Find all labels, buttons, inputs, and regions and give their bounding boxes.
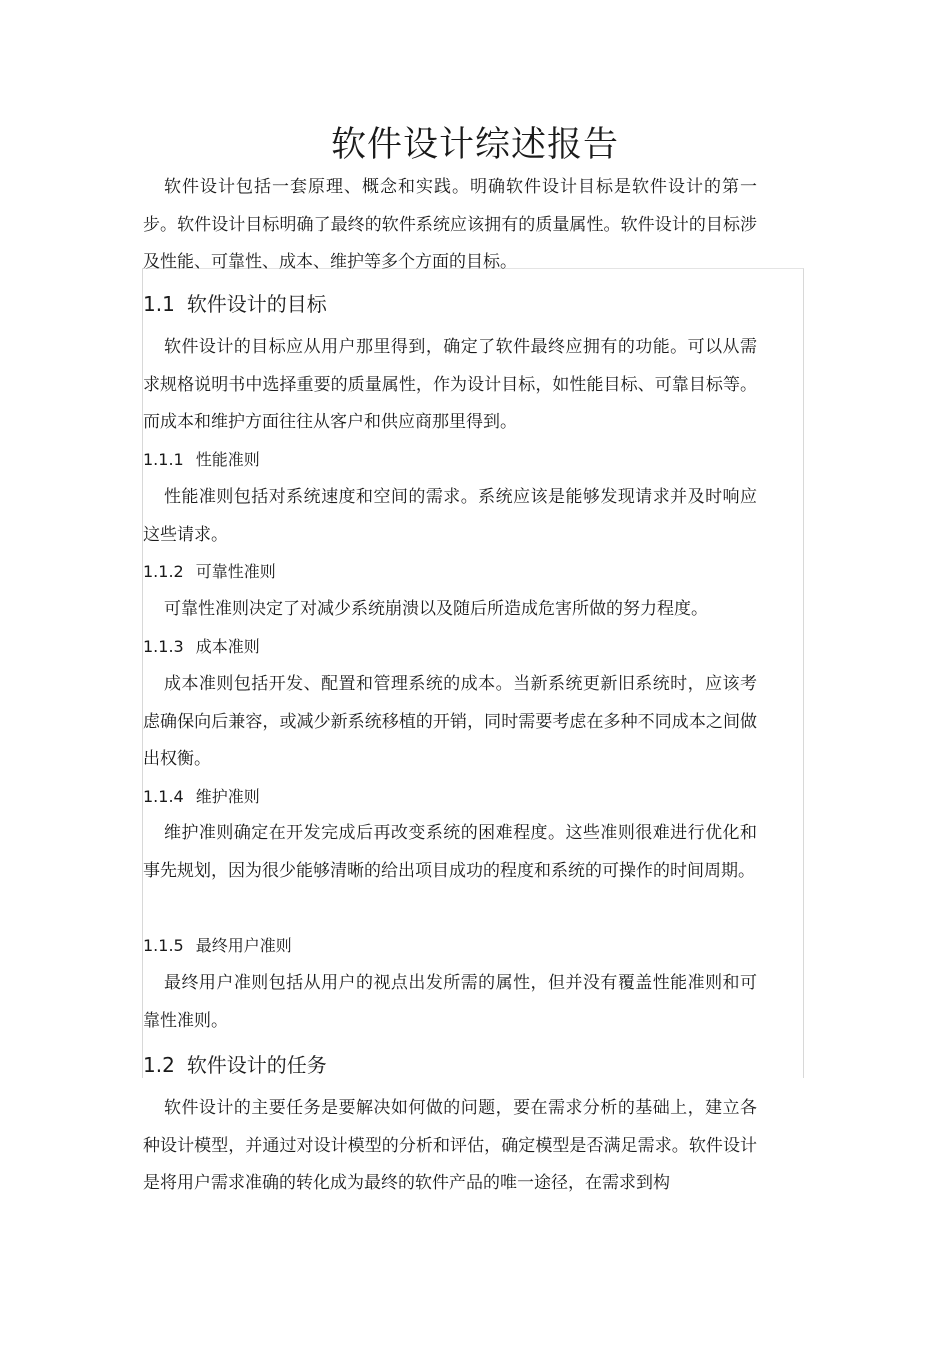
section-number: 1.1.3	[143, 637, 184, 656]
section-number: 1.1	[143, 292, 175, 316]
section-title: 成本准则	[195, 637, 260, 656]
section-number: 1.1.1	[143, 450, 184, 469]
intro-paragraph: 软件设计包括一套原理、概念和实践。明确软件设计目标是软件设计的第一步。软件设计目标明确了最终的软件系统应该拥有的质量属性。软件设计的目标涉及性能、可靠性、成本、维护等多个方面的目标。	[143, 177, 757, 272]
document-title: 软件设计综述报告	[330, 125, 619, 165]
section-1-1-5-heading	[143, 933, 292, 959]
section-title: 最终用户准则	[195, 936, 292, 955]
section-number: 1.1.5	[143, 936, 184, 955]
section-title: 可靠性准则	[195, 562, 276, 581]
section-title: 软件设计的任务	[186, 1053, 327, 1077]
section-title: 性能准则	[195, 450, 260, 469]
section-1-1-heading	[143, 289, 327, 319]
section-1-1-3-paragraph: 成本准则包括开发、配置和管理系统的成本。当新系统更新旧系统时，应该考虑确保向后兼容，或减少新系统移植的开销，同时需要考虑在多种不同成本之间做出权衡。	[143, 674, 757, 769]
section-1-1-5-paragraph: 最终用户准则包括从用户的视点出发所需的属性，但并没有覆盖性能准则和可靠性准则。	[143, 973, 757, 1031]
section-1-2-paragraph: 软件设计的主要任务是要解决如何做的问题，要在需求分析的基础上，建立各种设计模型，并通过对设计模型的分析和评估，确定模型是否满足需求。软件设计是将用户需求准确的转化成为最终的软件产品的唯一途径，在需求到构	[143, 1098, 757, 1193]
section-1-2-heading	[143, 1050, 327, 1080]
section-1-1-4-paragraph: 维护准则确定在开发完成后再改变系统的困难程度。这些准则很难进行优化和事先规划，因为很少能够清晰的给出项目成功的程度和系统的可操作的时间周期。	[143, 823, 757, 881]
section-1-1-3-heading	[143, 634, 260, 660]
section-number: 1.2	[143, 1053, 175, 1077]
section-title: 维护准则	[195, 787, 260, 806]
section-1-1-4-heading	[143, 784, 260, 810]
section-title: 软件设计的目标	[186, 292, 327, 316]
section-1-1-1-paragraph: 性能准则包括对系统速度和空间的需求。系统应该是能够发现请求并及时响应这些请求。	[143, 487, 757, 545]
section-1-1-2-paragraph: 可靠性准则决定了对减少系统崩溃以及随后所造成危害所做的努力程度。	[164, 599, 708, 619]
section-1-1-1-heading	[143, 447, 260, 473]
section-number: 1.1.4	[143, 787, 184, 806]
section-number: 1.1.2	[143, 562, 184, 581]
section-1-1-paragraph: 软件设计的目标应从用户那里得到，确定了软件最终应拥有的功能。可以从需求规格说明书中选择重要的质量属性，作为设计目标，如性能目标、可靠目标等。而成本和维护方面往往从客户和供应商那里得到。	[143, 337, 757, 432]
section-1-1-2-heading	[143, 559, 276, 585]
